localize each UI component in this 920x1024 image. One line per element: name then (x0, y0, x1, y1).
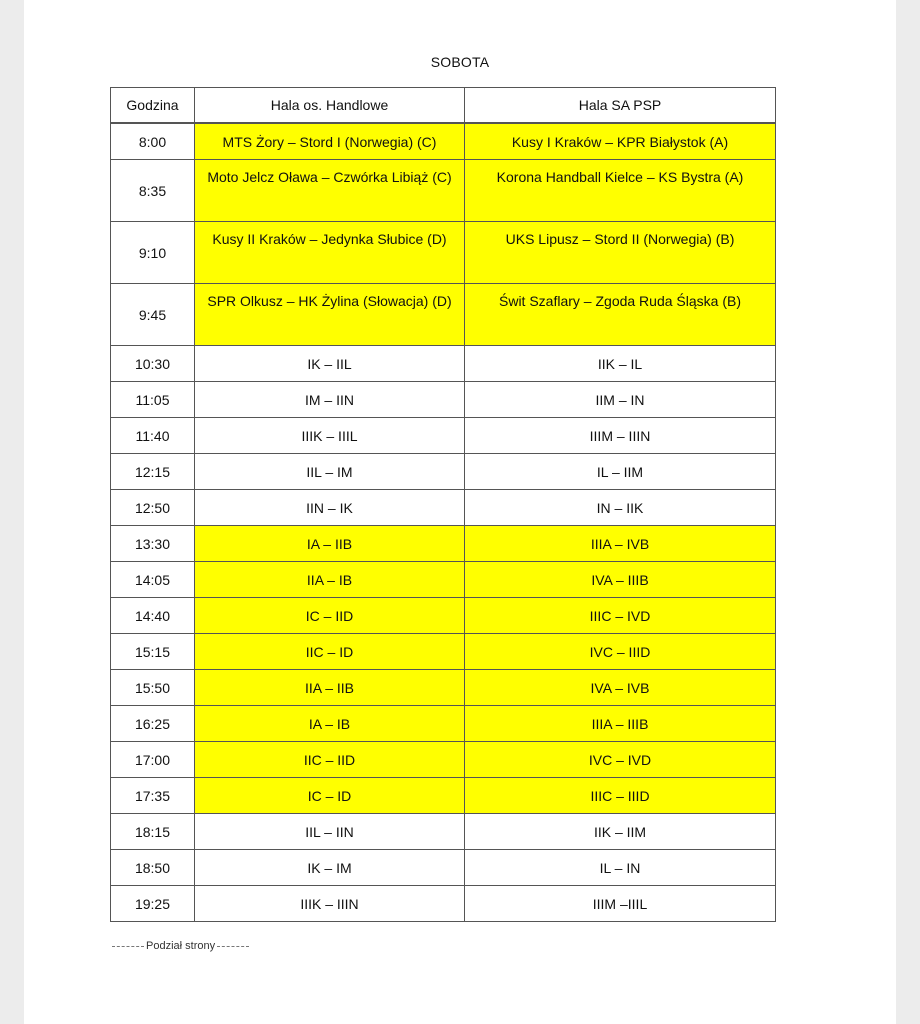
table-row (111, 778, 776, 814)
hall1-match-cell: IK – IM (195, 850, 465, 886)
hall2-match-cell: Korona Handball Kielce – KS Bystra (A) (465, 160, 776, 222)
time-cell: 17:00 (111, 742, 195, 778)
table-row (111, 222, 776, 284)
hall1-match-cell: IM – IIN (195, 382, 465, 418)
hall2-match-cell: IIIC – IVD (465, 598, 776, 634)
time-cell: 15:50 (111, 670, 195, 706)
hall1-match-cell: IIIK – IIIL (195, 418, 465, 454)
time-cell: 19:25 (111, 886, 195, 922)
header-hall2: Hala SA PSP (465, 88, 776, 124)
hall1-match-cell: Moto Jelcz Oława – Czwórka Libiąż (C) (195, 160, 465, 222)
hall1-match-cell: MTS Żory – Stord I (Norwegia) (C) (195, 123, 465, 160)
hall1-match-cell: IIL – IIN (195, 814, 465, 850)
table-row (111, 346, 776, 382)
table-row (111, 418, 776, 454)
hall2-match-cell: IL – IIM (465, 454, 776, 490)
time-cell: 10:30 (111, 346, 195, 382)
table-row (111, 490, 776, 526)
hall2-match-cell: IIIM – IIIN (465, 418, 776, 454)
time-cell: 8:35 (111, 160, 195, 222)
table-row (111, 706, 776, 742)
table-row (111, 598, 776, 634)
hall2-match-cell: Kusy I Kraków – KPR Białystok (A) (465, 123, 776, 160)
time-cell: 8:00 (111, 123, 195, 160)
time-cell: 18:50 (111, 850, 195, 886)
hall1-match-cell: IC – ID (195, 778, 465, 814)
table-row (111, 123, 776, 160)
table-row (111, 634, 776, 670)
hall1-match-cell: IIIK – IIIN (195, 886, 465, 922)
hall2-match-cell: IIM – IN (465, 382, 776, 418)
hall1-match-cell: IIA – IB (195, 562, 465, 598)
hall2-match-cell: IL – IN (465, 850, 776, 886)
hall1-match-cell: IIC – ID (195, 634, 465, 670)
page-title: SOBOTA (430, 54, 490, 70)
page-break-marker (110, 940, 251, 952)
table-row (111, 382, 776, 418)
time-cell: 17:35 (111, 778, 195, 814)
time-cell: 14:05 (111, 562, 195, 598)
hall2-match-cell: IVA – IVB (465, 670, 776, 706)
hall2-match-cell: IIIM –IIIL (465, 886, 776, 922)
hall1-match-cell: IK – IIL (195, 346, 465, 382)
hall2-match-cell: IVA – IIIB (465, 562, 776, 598)
hall1-match-cell: SPR Olkusz – HK Żylina (Słowacja) (D) (195, 284, 465, 346)
page-break-label: Podział strony (146, 940, 216, 952)
table-row (111, 454, 776, 490)
table-row (111, 160, 776, 222)
time-cell: 12:15 (111, 454, 195, 490)
hall1-match-cell: IIL – IM (195, 454, 465, 490)
dash-right (217, 946, 249, 947)
dash-left (112, 946, 144, 947)
header-time: Godzina (111, 88, 195, 124)
time-cell: 9:10 (111, 222, 195, 284)
table-row (111, 284, 776, 346)
time-cell: 16:25 (111, 706, 195, 742)
time-cell: 15:15 (111, 634, 195, 670)
time-cell: 13:30 (111, 526, 195, 562)
time-cell: 14:40 (111, 598, 195, 634)
table-row (111, 742, 776, 778)
hall2-match-cell: IIIC – IIID (465, 778, 776, 814)
table-row (111, 886, 776, 922)
time-cell: 11:40 (111, 418, 195, 454)
table-row (111, 562, 776, 598)
table-header-row (111, 88, 776, 124)
time-cell: 12:50 (111, 490, 195, 526)
hall1-match-cell: IC – IID (195, 598, 465, 634)
hall2-match-cell: IIIA – IVB (465, 526, 776, 562)
hall1-match-cell: Kusy II Kraków – Jedynka Słubice (D) (195, 222, 465, 284)
time-cell: 11:05 (111, 382, 195, 418)
time-cell: 9:45 (111, 284, 195, 346)
hall1-match-cell: IA – IB (195, 706, 465, 742)
hall2-match-cell: Świt Szaflary – Zgoda Ruda Śląska (B) (465, 284, 776, 346)
hall2-match-cell: IN – IIK (465, 490, 776, 526)
hall2-match-cell: IIK – IIM (465, 814, 776, 850)
header-hall1: Hala os. Handlowe (195, 88, 465, 124)
hall2-match-cell: IVC – IVD (465, 742, 776, 778)
hall1-match-cell: IIC – IID (195, 742, 465, 778)
hall1-match-cell: IA – IIB (195, 526, 465, 562)
hall1-match-cell: IIN – IK (195, 490, 465, 526)
table-row (111, 526, 776, 562)
table-row (111, 850, 776, 886)
schedule-table (110, 87, 776, 922)
schedule-rows (111, 123, 776, 922)
hall1-match-cell: IIA – IIB (195, 670, 465, 706)
hall2-match-cell: IIIA – IIIB (465, 706, 776, 742)
hall2-match-cell: IIK – IL (465, 346, 776, 382)
hall2-match-cell: UKS Lipusz – Stord II (Norwegia) (B) (465, 222, 776, 284)
table-row (111, 670, 776, 706)
time-cell: 18:15 (111, 814, 195, 850)
hall2-match-cell: IVC – IIID (465, 634, 776, 670)
table-row (111, 814, 776, 850)
